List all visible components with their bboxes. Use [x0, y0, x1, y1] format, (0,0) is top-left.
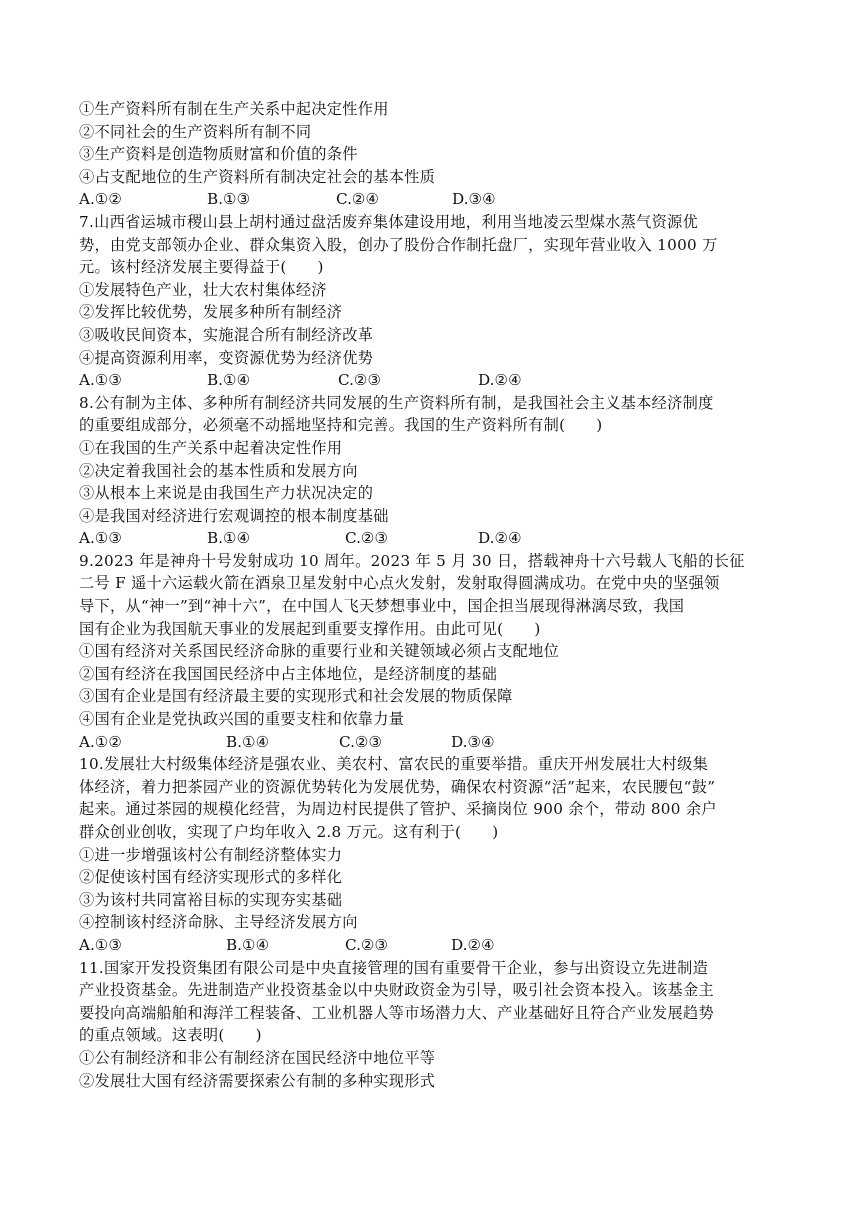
choice-item: ④占支配地位的生产资料所有制决定社会的基本性质 — [79, 167, 436, 186]
question-8 — [79, 392, 784, 550]
question-11 — [79, 957, 784, 1093]
question-7 — [79, 211, 784, 392]
question-stem-line: 起来。通过茶园的规模化经营，为周边村民提供了管护、采摘岗位 900 余个，带动 800 余户 — [79, 800, 717, 819]
option-a: A.①② — [79, 732, 123, 751]
choice-item: ④是我国对经济进行宏观调控的根本制度基础 — [79, 506, 389, 525]
question-stem-line: 的重要组成部分，必须毫不动摇地坚持和完善。我国的生产资料所有制( ) — [79, 416, 603, 435]
question-stem-line: 二号 F 遥十六运载火箭在酒泉卫星发射中心点火发射，发射取得圆满成功。在党中央的坚强领 — [79, 574, 720, 593]
option-b: B.①③ — [207, 190, 251, 209]
choice-item: ③为该村共同富裕目标的实现夯实基础 — [79, 890, 343, 909]
choice-item: ②发展壮大国有经济需要探索公有制的多种实现形式 — [79, 1071, 436, 1090]
option-b: B.①④ — [207, 371, 251, 390]
question-stem-line: 国有企业为我国航天事业的发展起到重要支撑作用。由此可见( ) — [79, 619, 541, 638]
option-c: C.②③ — [338, 371, 382, 390]
choice-item: ①进一步增强该村公有制经济整体实力 — [79, 845, 343, 864]
choice-item: ③生产资料是创造物质财富和价值的条件 — [79, 145, 358, 164]
choice-item: ②促使该村国有经济实现形式的多样化 — [79, 868, 343, 887]
choice-item: ②国有经济在我国国民经济中占主体地位，是经济制度的基础 — [79, 664, 498, 683]
choice-item: ③从根本上来说是由我国生产力状况决定的 — [79, 484, 374, 503]
question-stem-line: 10.发展壮大村级集体经济是强农业、美农村、富农民的重要举措。重庆开州发展壮大村级集 — [79, 755, 709, 774]
choice-item: ④提高资源利用率，变资源优势为经济优势 — [79, 348, 374, 367]
question-stem-line: 元。该村经济发展主要得益于( ) — [79, 258, 324, 277]
question-stem-line: 7.山西省运城市稷山县上胡村通过盘活废弃集体建设用地，利用当地凌云型煤水蒸气资源优 — [79, 212, 699, 231]
answer-options — [79, 934, 784, 957]
choice-item: ①生产资料所有制在生产关系中起决定性作用 — [79, 100, 389, 118]
question-10 — [79, 753, 784, 956]
option-d: D.②④ — [478, 529, 522, 548]
option-b: B.①④ — [207, 529, 251, 548]
choice-item: ④国有企业是党执政兴国的重要支柱和依靠力量 — [79, 710, 405, 729]
answer-options — [79, 527, 784, 550]
question-stem-line: 体经济，着力把茶园产业的资源优势转化为发展优势，确保农村资源“活”起来，农民腰包“鼓” — [79, 777, 716, 796]
option-b: B.①④ — [226, 732, 270, 751]
choice-item: ②发挥比较优势，发展多种所有制经济 — [79, 303, 343, 322]
choice-item: ①公有制经济和非公有制经济在国民经济中地位平等 — [79, 1048, 436, 1067]
option-d: D.③④ — [452, 190, 496, 209]
option-a: A.①③ — [79, 529, 123, 548]
answer-options — [79, 188, 784, 211]
choice-item: ③吸收民间资本，实施混合所有制经济改革 — [79, 325, 374, 344]
question-6-tail — [79, 98, 784, 211]
option-d: D.②④ — [478, 371, 522, 390]
question-9 — [79, 550, 784, 753]
question-stem-line: 群众创业创收，实现了户均年收入 2.8 万元。这有利于( ) — [79, 823, 499, 841]
choice-item: ②不同社会的生产资料所有制不同 — [79, 122, 312, 141]
question-stem-line: 8.公有制为主体、多种所有制经济共同发展的生产资料所有制，是我国社会主义基本经济制度 — [79, 393, 714, 412]
answer-options — [79, 731, 784, 754]
answer-options — [79, 369, 784, 392]
option-a: A.①③ — [79, 371, 123, 390]
choice-item: ③国有企业是国有经济最主要的实现形式和社会发展的物质保障 — [79, 687, 513, 706]
option-c: C.②④ — [336, 190, 380, 209]
choice-item: ④控制该村经济命脉、主导经济发展方向 — [79, 913, 358, 932]
choice-item: ②决定着我国社会的基本性质和发展方向 — [79, 461, 358, 480]
choice-item: ①在我国的生产关系中起着决定性作用 — [79, 438, 343, 457]
option-c: C.②③ — [345, 935, 389, 954]
option-d: D.③④ — [451, 732, 495, 751]
exam-page — [79, 98, 784, 1092]
question-stem-line: 产业投资基金。先进制造产业投资基金以中央财政资金为引导，吸引社会资本投入。该基金主 — [79, 981, 714, 1000]
question-stem-line: 的重点领域。这表明( ) — [79, 1026, 262, 1045]
choice-item: ①发展特色产业，壮大农村集体经济 — [79, 280, 327, 299]
option-c: C.②③ — [339, 732, 383, 751]
question-stem-line: 9.2023 年是神舟十号发射成功 10 周年。2023 年 5 月 30 日，搭载神舟十六号载人飞船的长征 — [79, 551, 745, 570]
question-stem-line: 11.国家开发投资集团有限公司是中央直接管理的国有重要骨干企业，参与出资设立先进制造 — [79, 958, 709, 977]
option-b: B.①④ — [226, 935, 270, 954]
question-stem-line: 要投向高端船舶和海洋工程装备、工业机器人等市场潜力大、产业基础好且符合产业发展趋势 — [79, 1003, 714, 1022]
question-stem-line: 势，由党支部领办企业、群众集资入股，创办了股份合作制托盘厂，实现年营业收入 1000 万 — [79, 235, 718, 254]
option-c: C.②③ — [345, 529, 389, 548]
question-stem-line: 导下，从“神一”到“神十六”，在中国人飞天梦想事业中，国企担当展现得淋漓尽致，我国 — [79, 597, 685, 616]
option-a: A.①② — [79, 190, 123, 209]
option-d: D.②④ — [451, 935, 495, 954]
choice-item: ①国有经济对关系国民经济命脉的重要行业和关键领域必须占支配地位 — [79, 642, 560, 661]
option-a: A.①③ — [79, 935, 123, 954]
